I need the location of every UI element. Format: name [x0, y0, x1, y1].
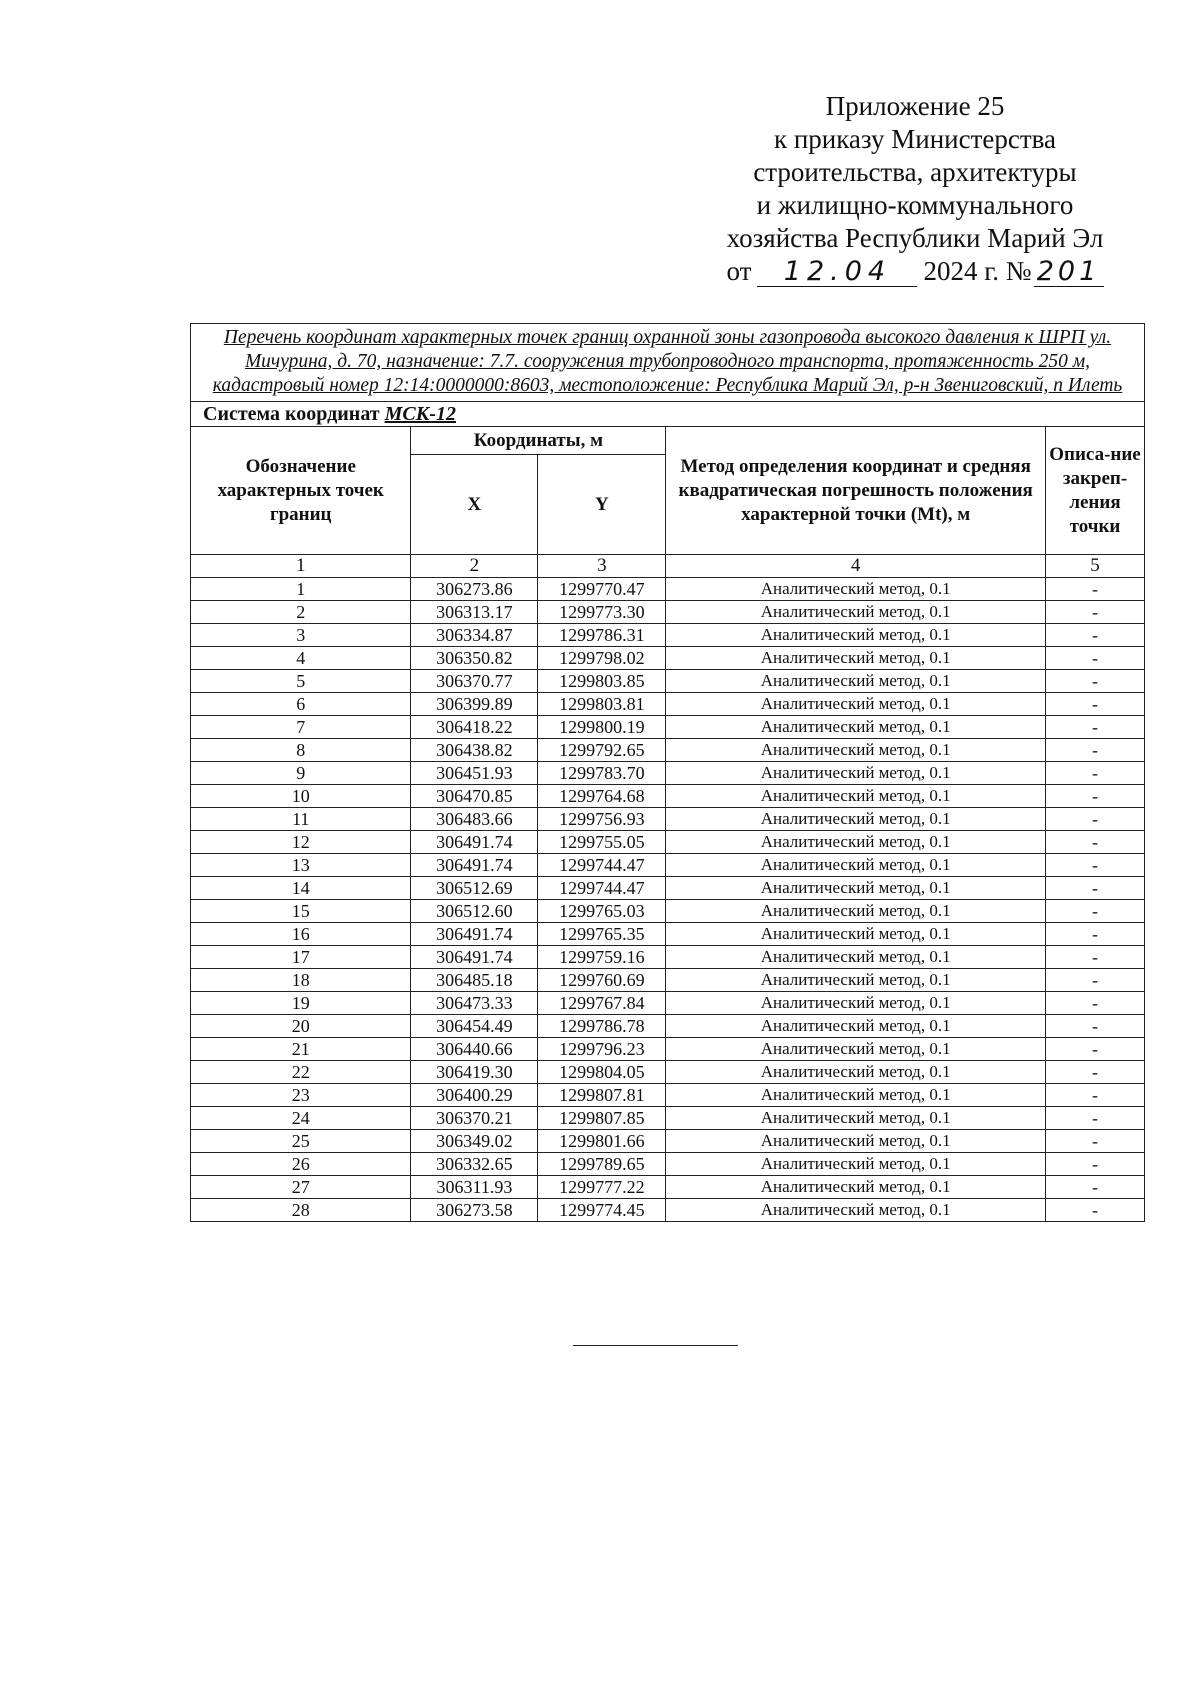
point-number-cell: 26 — [191, 1153, 411, 1176]
header-method: Метод определения координат и средняя квадратическая погрешность положения характерной точки (Mt), м — [666, 427, 1046, 555]
point-number-cell: 14 — [191, 877, 411, 900]
appendix-header — [680, 90, 1150, 288]
table-row — [191, 647, 1145, 670]
header-x: X — [411, 455, 538, 555]
y-cell: 1299807.81 — [538, 1084, 666, 1107]
y-cell: 1299792.65 — [538, 739, 666, 762]
table-row — [191, 785, 1145, 808]
y-cell: 1299801.66 — [538, 1130, 666, 1153]
method-cell: Аналитический метод, 0.1 — [666, 624, 1046, 647]
description-cell: - — [1045, 831, 1144, 854]
x-cell: 306273.86 — [411, 578, 538, 601]
closing-line — [573, 1345, 738, 1346]
y-cell: 1299760.69 — [538, 969, 666, 992]
coordinate-system — [191, 402, 1145, 427]
description-cell: - — [1045, 670, 1144, 693]
y-cell: 1299765.35 — [538, 923, 666, 946]
column-number: 4 — [666, 555, 1046, 578]
method-cell: Аналитический метод, 0.1 — [666, 1038, 1046, 1061]
coordinates-table — [190, 323, 1145, 1222]
y-cell: 1299796.23 — [538, 1038, 666, 1061]
order-date-line — [680, 255, 1150, 288]
x-cell: 306273.58 — [411, 1199, 538, 1222]
description-cell: - — [1045, 877, 1144, 900]
y-cell: 1299755.05 — [538, 831, 666, 854]
x-cell: 306332.65 — [411, 1153, 538, 1176]
table-row — [191, 1038, 1145, 1061]
method-cell: Аналитический метод, 0.1 — [666, 693, 1046, 716]
column-number-row — [191, 555, 1145, 578]
x-cell: 306491.74 — [411, 831, 538, 854]
x-cell: 306399.89 — [411, 693, 538, 716]
y-cell: 1299800.19 — [538, 716, 666, 739]
description-cell: - — [1045, 1199, 1144, 1222]
description-cell: - — [1045, 601, 1144, 624]
method-cell: Аналитический метод, 0.1 — [666, 923, 1046, 946]
method-cell: Аналитический метод, 0.1 — [666, 877, 1046, 900]
date-prefix: от — [726, 256, 752, 286]
method-cell: Аналитический метод, 0.1 — [666, 762, 1046, 785]
coordinate-system-label: Система координат — [203, 402, 380, 425]
method-cell: Аналитический метод, 0.1 — [666, 601, 1046, 624]
table-row — [191, 854, 1145, 877]
x-cell: 306485.18 — [411, 969, 538, 992]
point-number-cell: 15 — [191, 900, 411, 923]
table-row — [191, 1061, 1145, 1084]
point-number-cell: 3 — [191, 624, 411, 647]
header-line: хозяйства Республики Марий Эл — [726, 223, 1104, 253]
year-text: 2024 г. № — [923, 256, 1032, 286]
method-cell: Аналитический метод, 0.1 — [666, 578, 1046, 601]
y-cell: 1299756.93 — [538, 808, 666, 831]
method-cell: Аналитический метод, 0.1 — [666, 854, 1046, 877]
y-cell: 1299803.81 — [538, 693, 666, 716]
table-row — [191, 900, 1145, 923]
description-cell: - — [1045, 969, 1144, 992]
method-cell: Аналитический метод, 0.1 — [666, 1107, 1046, 1130]
table-row — [191, 1199, 1145, 1222]
handwritten-order-number: 201 — [1034, 258, 1104, 287]
x-cell: 306451.93 — [411, 762, 538, 785]
table-body — [191, 578, 1145, 1222]
y-cell: 1299759.16 — [538, 946, 666, 969]
y-cell: 1299744.47 — [538, 877, 666, 900]
x-cell: 306470.85 — [411, 785, 538, 808]
point-number-cell: 22 — [191, 1061, 411, 1084]
y-cell: 1299807.85 — [538, 1107, 666, 1130]
table-row — [191, 578, 1145, 601]
point-number-cell: 18 — [191, 969, 411, 992]
description-cell: - — [1045, 854, 1144, 877]
y-cell: 1299774.45 — [538, 1199, 666, 1222]
description-cell: - — [1045, 900, 1144, 923]
point-number-cell: 12 — [191, 831, 411, 854]
description-cell: - — [1045, 923, 1144, 946]
description-cell: - — [1045, 762, 1144, 785]
header-point-designation: Обозначение характерных точек границ — [191, 427, 411, 555]
y-cell: 1299803.85 — [538, 670, 666, 693]
description-cell: - — [1045, 1061, 1144, 1084]
x-cell: 306313.17 — [411, 601, 538, 624]
table-row — [191, 739, 1145, 762]
method-cell: Аналитический метод, 0.1 — [666, 739, 1046, 762]
x-cell: 306370.77 — [411, 670, 538, 693]
point-number-cell: 28 — [191, 1199, 411, 1222]
table-row — [191, 969, 1145, 992]
point-number-cell: 23 — [191, 1084, 411, 1107]
method-cell: Аналитический метод, 0.1 — [666, 992, 1046, 1015]
y-cell: 1299786.78 — [538, 1015, 666, 1038]
table-row — [191, 1176, 1145, 1199]
y-cell: 1299764.68 — [538, 785, 666, 808]
description-cell: - — [1045, 716, 1144, 739]
point-number-cell: 25 — [191, 1130, 411, 1153]
method-cell: Аналитический метод, 0.1 — [666, 785, 1046, 808]
point-number-cell: 8 — [191, 739, 411, 762]
description-cell: - — [1045, 1130, 1144, 1153]
y-cell: 1299744.47 — [538, 854, 666, 877]
table-row — [191, 808, 1145, 831]
method-cell: Аналитический метод, 0.1 — [666, 647, 1046, 670]
method-cell: Аналитический метод, 0.1 — [666, 1199, 1046, 1222]
y-cell: 1299767.84 — [538, 992, 666, 1015]
method-cell: Аналитический метод, 0.1 — [666, 969, 1046, 992]
table-row — [191, 992, 1145, 1015]
x-cell: 306483.66 — [411, 808, 538, 831]
table-row — [191, 1107, 1145, 1130]
point-number-cell: 21 — [191, 1038, 411, 1061]
x-cell: 306491.74 — [411, 923, 538, 946]
column-number: 1 — [191, 555, 411, 578]
description-cell: - — [1045, 578, 1144, 601]
x-cell: 306349.02 — [411, 1130, 538, 1153]
y-cell: 1299798.02 — [538, 647, 666, 670]
point-number-cell: 20 — [191, 1015, 411, 1038]
description-cell: - — [1045, 1038, 1144, 1061]
y-cell: 1299770.47 — [538, 578, 666, 601]
y-cell: 1299773.30 — [538, 601, 666, 624]
x-cell: 306440.66 — [411, 1038, 538, 1061]
description-cell: - — [1045, 1107, 1144, 1130]
table-row — [191, 670, 1145, 693]
y-cell: 1299789.65 — [538, 1153, 666, 1176]
x-cell: 306438.82 — [411, 739, 538, 762]
point-number-cell: 2 — [191, 601, 411, 624]
description-cell: - — [1045, 946, 1144, 969]
description-cell: - — [1045, 1084, 1144, 1107]
point-number-cell: 17 — [191, 946, 411, 969]
table-row — [191, 1153, 1145, 1176]
x-cell: 306512.60 — [411, 900, 538, 923]
x-cell: 306334.87 — [411, 624, 538, 647]
method-cell: Аналитический метод, 0.1 — [666, 900, 1046, 923]
column-number: 5 — [1045, 555, 1144, 578]
column-number: 3 — [538, 555, 666, 578]
method-cell: Аналитический метод, 0.1 — [666, 1084, 1046, 1107]
header-description: Описа-ние закреп-ления точки — [1045, 427, 1144, 555]
table-row — [191, 831, 1145, 854]
header-coordinates: Координаты, м — [411, 427, 666, 455]
method-cell: Аналитический метод, 0.1 — [666, 808, 1046, 831]
table-row — [191, 1084, 1145, 1107]
point-number-cell: 5 — [191, 670, 411, 693]
point-number-cell: 16 — [191, 923, 411, 946]
header-line: к приказу Министерства — [773, 124, 1057, 154]
y-cell: 1299765.03 — [538, 900, 666, 923]
table-row — [191, 624, 1145, 647]
y-cell: 1299783.70 — [538, 762, 666, 785]
x-cell: 306350.82 — [411, 647, 538, 670]
description-cell: - — [1045, 624, 1144, 647]
x-cell: 306419.30 — [411, 1061, 538, 1084]
point-number-cell: 1 — [191, 578, 411, 601]
coordinate-system-value: МСК-12 — [384, 402, 456, 425]
description-cell: - — [1045, 1015, 1144, 1038]
x-cell: 306454.49 — [411, 1015, 538, 1038]
header-line: Приложение 25 — [825, 91, 1005, 121]
point-number-cell: 27 — [191, 1176, 411, 1199]
method-cell: Аналитический метод, 0.1 — [666, 1061, 1046, 1084]
point-number-cell: 6 — [191, 693, 411, 716]
point-number-cell: 7 — [191, 716, 411, 739]
x-cell: 306370.21 — [411, 1107, 538, 1130]
x-cell: 306512.69 — [411, 877, 538, 900]
y-cell: 1299777.22 — [538, 1176, 666, 1199]
x-cell: 306491.74 — [411, 854, 538, 877]
column-number: 2 — [411, 555, 538, 578]
table-row — [191, 1015, 1145, 1038]
x-cell: 306473.33 — [411, 992, 538, 1015]
point-number-cell: 4 — [191, 647, 411, 670]
method-cell: Аналитический метод, 0.1 — [666, 1130, 1046, 1153]
header-line: строительства, архитектуры — [753, 157, 1077, 187]
point-number-cell: 13 — [191, 854, 411, 877]
x-cell: 306400.29 — [411, 1084, 538, 1107]
description-cell: - — [1045, 1153, 1144, 1176]
y-cell: 1299804.05 — [538, 1061, 666, 1084]
description-cell: - — [1045, 808, 1144, 831]
table-row — [191, 693, 1145, 716]
point-number-cell: 24 — [191, 1107, 411, 1130]
header-line: и жилищно-коммунального — [756, 190, 1074, 220]
method-cell: Аналитический метод, 0.1 — [666, 716, 1046, 739]
table-row — [191, 762, 1145, 785]
header-y: Y — [538, 455, 666, 555]
x-cell: 306418.22 — [411, 716, 538, 739]
description-cell: - — [1045, 992, 1144, 1015]
method-cell: Аналитический метод, 0.1 — [666, 1015, 1046, 1038]
point-number-cell: 9 — [191, 762, 411, 785]
handwritten-date: 12.04 — [757, 258, 917, 287]
description-cell: - — [1045, 739, 1144, 762]
point-number-cell: 10 — [191, 785, 411, 808]
x-cell: 306311.93 — [411, 1176, 538, 1199]
method-cell: Аналитический метод, 0.1 — [666, 1176, 1046, 1199]
description-cell: - — [1045, 785, 1144, 808]
x-cell: 306491.74 — [411, 946, 538, 969]
description-cell: - — [1045, 1176, 1144, 1199]
point-number-cell: 11 — [191, 808, 411, 831]
y-cell: 1299786.31 — [538, 624, 666, 647]
table-row — [191, 946, 1145, 969]
table-title: Перечень координат характерных точек границ охранной зоны газопровода высокого давления к ШРП ул. Мичурина, д. 70, назначение: 7.7. сооружения трубопроводного транспорта, протяженность 250 м, кадастровый номер 12:14:0000000:8603, местоположение: Республика Марий Эл, р-н Звениговский, п Илеть — [191, 324, 1145, 402]
table-row — [191, 1130, 1145, 1153]
method-cell: Аналитический метод, 0.1 — [666, 831, 1046, 854]
method-cell: Аналитический метод, 0.1 — [666, 946, 1046, 969]
method-cell: Аналитический метод, 0.1 — [666, 1153, 1046, 1176]
point-number-cell: 19 — [191, 992, 411, 1015]
method-cell: Аналитический метод, 0.1 — [666, 670, 1046, 693]
description-cell: - — [1045, 647, 1144, 670]
table-row — [191, 923, 1145, 946]
table-row — [191, 601, 1145, 624]
description-cell: - — [1045, 693, 1144, 716]
table-row — [191, 716, 1145, 739]
table-row — [191, 877, 1145, 900]
